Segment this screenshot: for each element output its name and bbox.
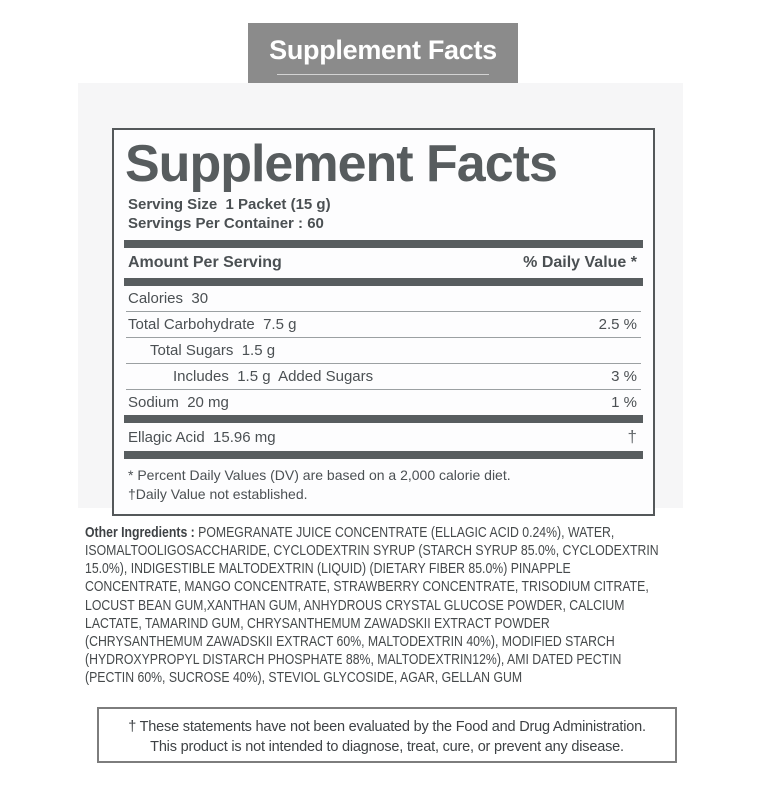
thick-bar [124,278,643,286]
other-ingredients-paragraph [85,524,663,687]
serving-info [128,195,644,233]
daily-value-header: % Daily Value * [523,254,637,272]
nutrition-row-calories [123,286,644,311]
supplement-facts-panel [112,128,655,516]
nutrition-row-sodium [123,390,644,415]
thick-bar [124,240,643,248]
footnote-dv-not-established: †Daily Value not established. [128,485,308,502]
footnotes [123,459,644,512]
nutrient-label: Sodium 20 mg [128,394,229,412]
supplement-facts-title: Supplement Facts [125,135,557,193]
fda-disclaimer-box [97,707,677,763]
servings-per-container-line: Servings Per Container : 60 [128,215,324,233]
dagger-symbol: † [627,427,637,447]
nutrient-dv: 2.5 % [598,316,637,334]
other-ingredients-label: Other Ingredients : [85,524,199,541]
nutrition-row-total-carbohydrate [123,312,644,337]
nutrition-row-ellagic-acid [123,423,644,451]
serving-size-line: Serving Size 1 Packet (15 g) [128,196,331,214]
section-banner-title: Supplement Facts [269,35,497,65]
nutrient-label: Total Carbohydrate 7.5 g [128,316,297,334]
nutrient-label: Includes 1.5 g Added Sugars [173,368,374,386]
other-ingredients-text: POMEGRANATE JUICE CONCENTRATE (ELLAGIC ACID 0.24%), WATER, ISOMALTOOLIGOSACCHARIDE, CYCLODEXTRIN SYRUP (STARCH SYRUP 85.0%, CYCLODEXTRIN 15.0%), INDIGESTIBLE MALTODEXTRIN (LIQUID) (DIETARY FIBER 85.0%) PINAPPLE CONCENTRATE, MANGO CONCENTRATE, STRAWBERRY CONCENTRATE, TRISODIUM CITRATE, LOCUST BEAN GUM,XANTHAN GUM, ANHYDROUS CRYSTAL GLUCOSE POWDER, CALCIUM LACTATE, TAMARIND GUM, CHRYSANTHEMUM ZAWADSKII EXTRACT POWDER (CHRYSANTHEMUM ZAWADSKII EXTRACT 60%, MALTODEXTRIN 40%), MODIFIED STARCH (HYDROXYPROPYL DISTARCH PHOSPHATE 88%, MALTODEXTRIN12%), AMI DATED PECTIN (PECTIN 60%, SUCROSE 40%), STEVIOL GLYCOSIDE, AGAR, GELLAN GUM [85,524,663,687]
nutrient-label: Total Sugars 1.5 g [150,342,276,360]
thick-bar [124,415,643,423]
nutrient-dv: 1 % [611,394,637,412]
banner-underline [277,74,489,75]
nutrient-dv: 3 % [611,368,637,386]
nutrient-label: Ellagic Acid 15.96 mg [128,428,276,446]
amount-per-serving-header: Amount Per Serving [128,254,282,272]
thick-bar [124,451,643,459]
table-header-row [123,248,644,278]
nutrient-label: Calories 30 [128,290,209,308]
disclaimer-line-2: This product is not intended to diagnose, treat, cure, or prevent any disease. [150,739,624,756]
footnote-daily-values: * Percent Daily Values (DV) are based on a 2,000 calorie diet. [128,467,511,484]
nutrition-row-total-sugars [123,338,644,363]
nutrition-row-added-sugars [123,364,644,389]
disclaimer-line-1: † These statements have not been evaluated by the Food and Drug Administration. [128,719,646,735]
